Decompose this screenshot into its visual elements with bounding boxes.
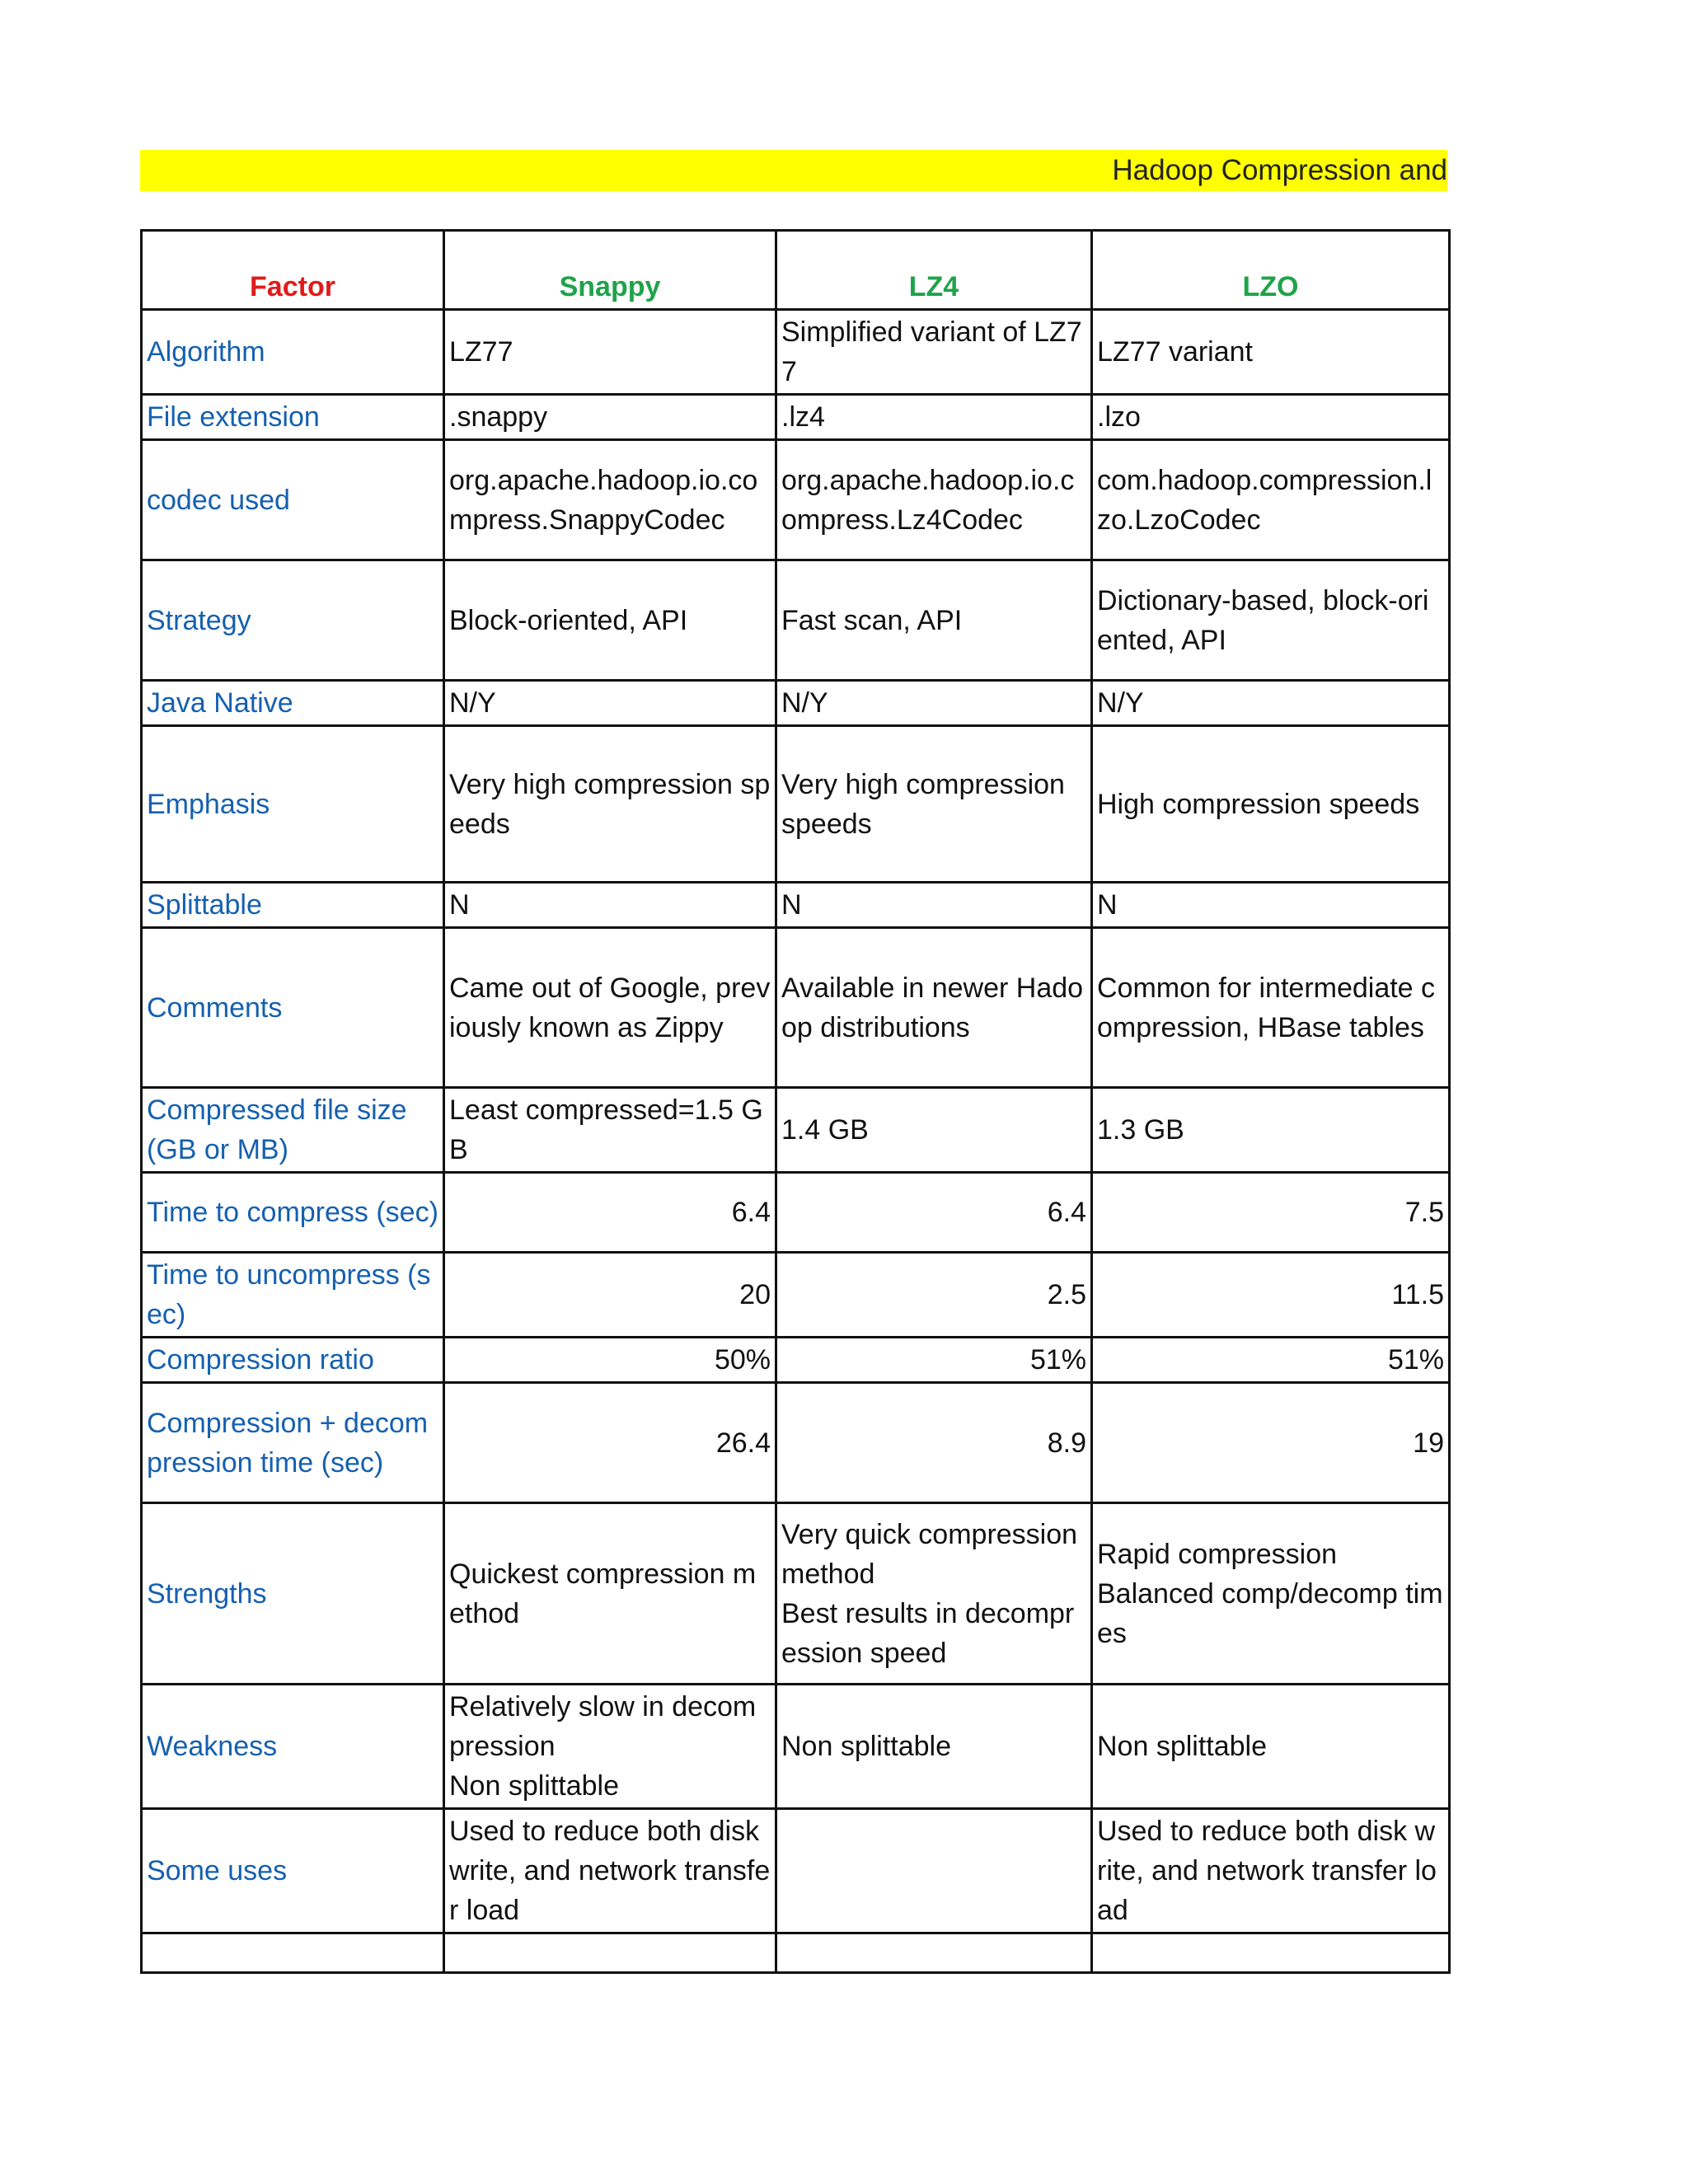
lz4-strength-line: Best results in decompression speed xyxy=(781,1597,1075,1669)
table-row xyxy=(142,1809,1450,1933)
lz4-cell xyxy=(776,1809,1092,1933)
snappy-cell: Used to reduce both disk write, and network transfer load xyxy=(444,1809,776,1933)
snappy-cell: N xyxy=(444,883,776,928)
table-row xyxy=(142,1685,1450,1809)
lzo-cell: LZ77 variant xyxy=(1092,310,1450,395)
lz4-cell: Fast scan, API xyxy=(776,560,1092,681)
lz4-cell: 6.4 xyxy=(776,1173,1092,1253)
lz4-cell: N xyxy=(776,883,1092,928)
empty-cell xyxy=(776,1933,1092,1973)
snappy-weakness-line: Relatively slow in decompression xyxy=(449,1691,757,1762)
lz4-cell: .lz4 xyxy=(776,395,1092,440)
lzo-cell: High compression speeds xyxy=(1092,726,1450,883)
table-row xyxy=(142,440,1450,560)
snappy-cell: org.apache.hadoop.io.compress.SnappyCodec xyxy=(444,440,776,560)
factor-label: Weakness xyxy=(142,1685,444,1809)
factor-label: Splittable xyxy=(142,883,444,928)
lz4-cell: Simplified variant of LZ77 xyxy=(776,310,1092,395)
factor-label: File extension xyxy=(142,395,444,440)
lz4-cell: org.apache.hadoop.io.compress.Lz4Codec xyxy=(776,440,1092,560)
factor-label: Time to uncompress (sec) xyxy=(142,1253,444,1338)
lzo-cell: 1.3 GB xyxy=(1092,1088,1450,1173)
table-row xyxy=(142,928,1450,1088)
lzo-cell: Non splittable xyxy=(1092,1685,1450,1809)
lz4-cell xyxy=(776,1503,1092,1685)
table-row xyxy=(142,560,1450,681)
factor-label: Emphasis xyxy=(142,726,444,883)
header-lzo: LZO xyxy=(1092,231,1450,310)
factor-label: Compressed file size (GB or MB) xyxy=(142,1088,444,1173)
empty-cell xyxy=(444,1933,776,1973)
snappy-cell: Quickest compression method xyxy=(444,1503,776,1685)
snappy-cell: .snappy xyxy=(444,395,776,440)
snappy-cell: Least compressed=1.5 GB xyxy=(444,1088,776,1173)
lzo-cell: N/Y xyxy=(1092,681,1450,726)
snappy-cell: Block-oriented, API xyxy=(444,560,776,681)
lzo-strength-line: Balanced comp/decomp times xyxy=(1097,1577,1443,1649)
snappy-weakness-line: Non splittable xyxy=(449,1770,620,1802)
lz4-cell: 8.9 xyxy=(776,1383,1092,1503)
factor-label: Compression ratio xyxy=(142,1338,444,1383)
lzo-cell xyxy=(1092,1503,1450,1685)
factor-label: Comments xyxy=(142,928,444,1088)
lz4-cell: Available in newer Hadoop distributions xyxy=(776,928,1092,1088)
factor-label: codec used xyxy=(142,440,444,560)
lz4-cell: 51% xyxy=(776,1338,1092,1383)
table-row xyxy=(142,681,1450,726)
lz4-cell: N/Y xyxy=(776,681,1092,726)
snappy-cell: 26.4 xyxy=(444,1383,776,1503)
lzo-cell: 51% xyxy=(1092,1338,1450,1383)
factor-label: Algorithm xyxy=(142,310,444,395)
snappy-cell: 6.4 xyxy=(444,1173,776,1253)
table-row xyxy=(142,1503,1450,1685)
snappy-cell: N/Y xyxy=(444,681,776,726)
header-snappy: Snappy xyxy=(444,231,776,310)
factor-label: Compression + decompression time (sec) xyxy=(142,1383,444,1503)
empty-cell xyxy=(142,1933,444,1973)
table-row xyxy=(142,1338,1450,1383)
factor-label: Strengths xyxy=(142,1503,444,1685)
lzo-cell: Dictionary-based, block-oriented, API xyxy=(1092,560,1450,681)
lzo-cell: 7.5 xyxy=(1092,1173,1450,1253)
header-lz4: LZ4 xyxy=(776,231,1092,310)
sheet-title-band xyxy=(140,150,1447,191)
snappy-cell: 50% xyxy=(444,1338,776,1383)
lzo-cell: 19 xyxy=(1092,1383,1450,1503)
table-row xyxy=(142,310,1450,395)
empty-cell xyxy=(1092,1933,1450,1973)
table-row xyxy=(142,1383,1450,1503)
lzo-cell: Common for intermediate compression, HBase tables xyxy=(1092,928,1450,1088)
table-row xyxy=(142,395,1450,440)
sheet-title: Hadoop Compression and xyxy=(1112,154,1447,186)
snappy-cell: 20 xyxy=(444,1253,776,1338)
lzo-cell: Used to reduce both disk write, and network transfer load xyxy=(1092,1809,1450,1933)
lz4-strength-line: Very quick compression method xyxy=(781,1518,1078,1590)
lz4-cell: Non splittable xyxy=(776,1685,1092,1809)
table-row-empty xyxy=(142,1933,1450,1973)
lz4-cell: 1.4 GB xyxy=(776,1088,1092,1173)
table-row xyxy=(142,726,1450,883)
lzo-cell: N xyxy=(1092,883,1450,928)
lzo-cell: com.hadoop.compression.lzo.LzoCodec xyxy=(1092,440,1450,560)
snappy-cell xyxy=(444,1685,776,1809)
compression-comparison-table xyxy=(140,229,1451,1974)
lz4-cell: 2.5 xyxy=(776,1253,1092,1338)
table-row xyxy=(142,1253,1450,1338)
lzo-strength-line: Rapid compression xyxy=(1097,1538,1338,1570)
snappy-cell: Very high compression speeds xyxy=(444,726,776,883)
lzo-cell: 11.5 xyxy=(1092,1253,1450,1338)
factor-label: Java Native xyxy=(142,681,444,726)
lz4-cell: Very high compression speeds xyxy=(776,726,1092,883)
factor-label: Some uses xyxy=(142,1809,444,1933)
snappy-cell: LZ77 xyxy=(444,310,776,395)
lzo-cell: .lzo xyxy=(1092,395,1450,440)
snappy-cell: Came out of Google, previously known as Zippy xyxy=(444,928,776,1088)
table-row xyxy=(142,1173,1450,1253)
table-row xyxy=(142,1088,1450,1173)
header-factor: Factor xyxy=(142,231,444,310)
factor-label: Strategy xyxy=(142,560,444,681)
table-header-row xyxy=(142,231,1450,310)
factor-label: Time to compress (sec) xyxy=(142,1173,444,1253)
table-row xyxy=(142,883,1450,928)
